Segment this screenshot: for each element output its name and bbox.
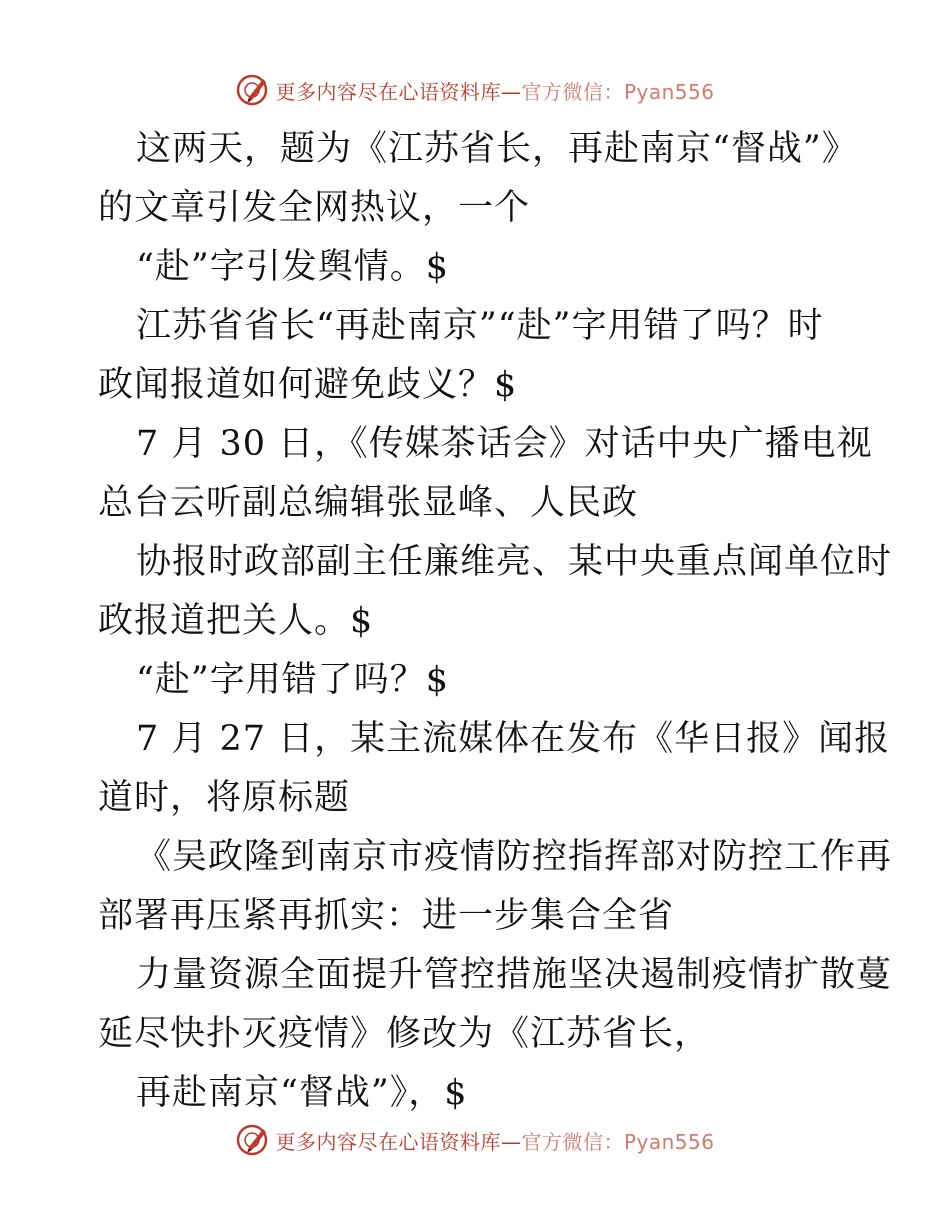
footer-watermark-banner <box>0 1120 950 1160</box>
header-watermark-banner <box>0 70 950 110</box>
text-line: 政闻报道如何避免歧义？$ <box>98 365 518 405</box>
text-line: 道时，将原标题 <box>98 778 351 818</box>
text-line: 7 月 30 日，《传媒茶话会》对话中央广播电视 <box>136 424 873 464</box>
text-line: 《吴政隆到南京市疫情防控指挥部对防控工作再 <box>136 837 893 877</box>
text-line: 7 月 27 日，某主流媒体在发布《华日报》闻报 <box>136 719 891 759</box>
text-line: 力量资源全面提升管控措施坚决遏制疫情扩散蔓 <box>136 955 893 995</box>
pen-logo-icon <box>235 73 269 107</box>
text-line: 江苏省省长“再赴南京”“赴”字用错了吗？时 <box>136 306 824 346</box>
banner-text-main: 更多内容尽在心语资料库— <box>275 79 522 104</box>
banner-text-main: 更多内容尽在心语资料库— <box>275 1129 522 1154</box>
banner-text-rest: 官方微信：Pyan556 <box>521 79 715 104</box>
text-line: “赴”字引发舆情。$ <box>136 247 450 287</box>
text-line: 部署再压紧再抓实：进一步集合全省 <box>98 896 675 936</box>
text-line: 这两天，题为《江苏省长，再赴南京“督战”》 <box>136 129 858 169</box>
document-body <box>98 120 893 1123</box>
text-line: 的文章引发全网热议，一个 <box>98 188 531 228</box>
text-line: “赴”字用错了吗？$ <box>136 660 450 700</box>
text-line: 协报时政部副主任廉维亮、某中央重点闻单位时 <box>136 542 893 582</box>
banner-text-rest: 官方微信：Pyan556 <box>521 1129 715 1154</box>
banner-text <box>275 76 714 105</box>
text-line: 总台云听副总编辑张显峰、人民政 <box>98 483 639 523</box>
pen-logo-icon <box>235 1123 269 1157</box>
text-line: 延尽快扑灭疫情》修改为《江苏省长， <box>98 1014 711 1054</box>
banner-text <box>275 1126 714 1155</box>
text-line: 政报道把关人。$ <box>98 601 374 641</box>
text-line: 再赴南京“督战”》，$ <box>136 1073 468 1113</box>
